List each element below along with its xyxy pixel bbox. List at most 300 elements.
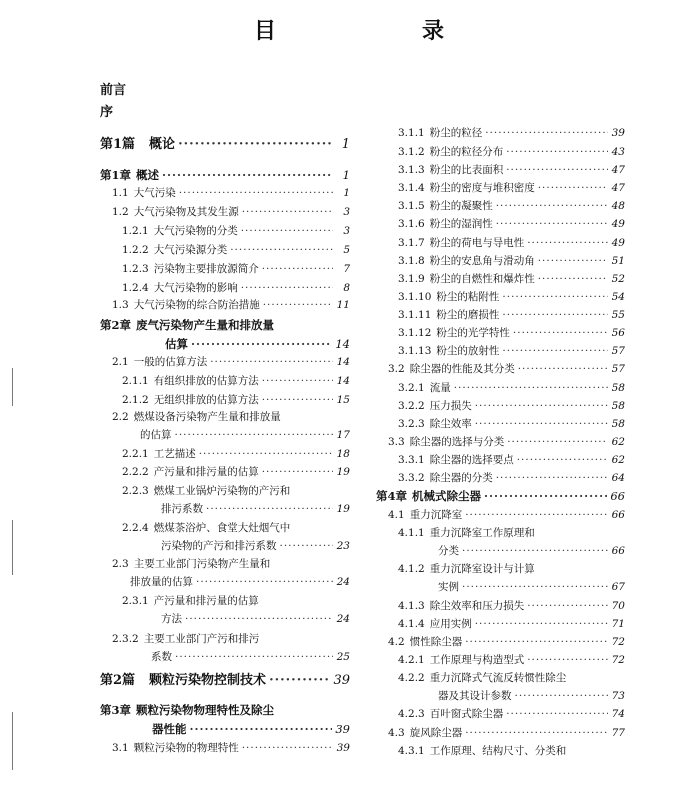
toc-page-number: 49	[611, 237, 625, 249]
toc-leader-dots	[175, 428, 334, 442]
toc-entry-title: 除尘器的选择要点	[429, 454, 514, 466]
toc-page-number: 39	[333, 673, 350, 688]
toc-entry	[100, 298, 350, 312]
toc-page-number: 77	[611, 727, 625, 739]
toc-entry-number: 4.2.2	[398, 672, 425, 684]
toc-entry	[100, 575, 350, 589]
toc-entry-number: 3.2	[388, 363, 405, 375]
toc-page-number: 66	[611, 509, 625, 521]
toc-page-number: 1	[342, 168, 350, 182]
toc-entry-number: 4.1.1	[398, 527, 425, 539]
toc-entry-number: 3.1.10	[398, 291, 432, 303]
toc-entry-title: 粉尘的安息角与滑动角	[429, 255, 535, 267]
toc-leader-dots	[242, 741, 333, 755]
toc-entry-title: 主要工业部门污染物产生量和	[133, 558, 271, 570]
toc-entry-title: 重力沉降式气流反转惯性除尘	[429, 672, 567, 684]
toc-entry-number: 第2篇	[100, 673, 136, 688]
toc-entry	[370, 381, 625, 395]
toc-leader-dots	[515, 689, 609, 703]
toc-leader-dots	[196, 575, 333, 589]
toc-leader-dots	[190, 722, 333, 736]
toc-page-number: 66	[610, 489, 625, 503]
toc-leader-dots	[518, 362, 608, 376]
toc-entry-number: 3.1.5	[398, 200, 425, 212]
toc-entry	[100, 262, 350, 276]
toc-leader-dots	[191, 337, 332, 351]
toc-entry-title: 无组织排放的估算方法	[153, 394, 259, 406]
toc-leader-dots	[475, 399, 608, 413]
toc-entry-number: 第1章	[100, 168, 132, 182]
toc-entry	[100, 243, 350, 257]
toc-page-number: 39	[336, 742, 350, 754]
toc-leader-dots	[506, 145, 608, 159]
toc-entry-title: 大气污染物的分类	[153, 225, 238, 237]
toc-entry-title: 排污系数	[161, 503, 203, 515]
toc-entry	[100, 281, 350, 295]
toc-entry-title: 粉尘的凝聚性	[429, 200, 493, 212]
toc-page-number: 55	[611, 309, 625, 321]
toc-entry	[100, 355, 350, 369]
toc-entry-number: 2.2.2	[122, 466, 149, 478]
toc-leader-dots	[175, 650, 333, 664]
toc-entry-title: 除尘器的分类	[429, 472, 493, 484]
toc-entry-number: 3.2.2	[398, 400, 425, 412]
toc-leader-dots	[241, 224, 333, 238]
toc-entry	[370, 145, 625, 159]
toc-entry-title: 分类	[438, 545, 459, 557]
toc-entry	[100, 612, 350, 626]
toc-entry-title: 颗粒污染物控制技术	[149, 673, 267, 688]
toc-entry	[100, 168, 350, 182]
toc-entry-number: 3.1.3	[398, 164, 425, 176]
toc-leader-dots	[454, 381, 608, 395]
toc-entry-title: 粉尘的粒径	[429, 127, 483, 139]
toc-page-number: 58	[611, 382, 625, 394]
toc-page-number: 66	[611, 545, 625, 557]
toc-entry	[370, 599, 625, 613]
toc-entry	[100, 337, 350, 351]
toc-leader-dots	[462, 580, 608, 594]
toc-entry	[100, 521, 350, 535]
toc-page-number: 67	[611, 581, 625, 593]
toc-entry-title: 概述	[136, 168, 160, 182]
toc-entry-title: 概论	[149, 137, 176, 152]
toc-page-number: 71	[611, 618, 625, 630]
toc-entry-number: 2.1.2	[122, 394, 149, 406]
toc-entry-title: 粉尘的比表面积	[429, 164, 504, 176]
toc-page-number: 73	[611, 690, 625, 702]
toc-entry	[100, 447, 350, 461]
toc-entry	[100, 594, 350, 608]
toc-entry-title: 机械式除尘器	[412, 489, 482, 503]
toc-page-number: 52	[611, 273, 625, 285]
toc-leader-dots	[538, 272, 608, 286]
toc-entry	[370, 344, 625, 358]
toc-entry-number: 3.3.1	[398, 454, 425, 466]
toc-entry	[100, 410, 350, 424]
toc-leader-dots	[262, 465, 333, 479]
toc-entry	[370, 435, 625, 449]
toc-page-number: 54	[611, 291, 625, 303]
toc-entry	[100, 465, 350, 479]
toc-page-number: 11	[336, 299, 350, 311]
toc-leader-dots	[462, 544, 608, 558]
toc-entry-title: 重力沉降室设计与计算	[429, 563, 535, 575]
toc-entry-number: 3.2.1	[398, 382, 425, 394]
toc-entry-title: 燃煤设备污染物产生量和排放量	[133, 411, 281, 423]
toc-leader-dots	[502, 344, 608, 358]
toc-entry	[370, 326, 625, 340]
toc-entry	[370, 508, 625, 522]
toc-entry-title: 重力沉降室工作原理和	[429, 527, 535, 539]
toc-entry	[370, 471, 625, 485]
toc-entry-number: 4.3	[388, 727, 405, 739]
toc-entry	[100, 703, 350, 717]
toc-entry	[370, 417, 625, 431]
toc-entry-title: 粉尘的荷电与导电性	[429, 237, 525, 249]
toc-entry	[100, 741, 350, 755]
toc-entry-title: 大气污染	[133, 187, 176, 199]
toc-entry-title: 实例	[438, 581, 459, 593]
toc-entry-number: 2.2.3	[122, 485, 149, 497]
toc-entry-title: 的估算	[140, 429, 172, 441]
toc-page-number: 3	[343, 225, 350, 237]
toc-entry-title: 估算	[165, 337, 188, 351]
toc-entry-number: 1.2.2	[122, 244, 149, 256]
toc-entry-number: 第1篇	[100, 137, 136, 152]
toc-leader-dots	[465, 726, 608, 740]
toc-entry-title: 流量	[429, 382, 451, 394]
toc-entry-title: 工作原理、结构尺寸、分类和	[429, 745, 567, 757]
toc-leader-dots	[162, 168, 333, 182]
toc-entry-title: 应用实例	[429, 618, 472, 630]
toc-page-number: 8	[343, 282, 350, 294]
toc-entry	[100, 106, 350, 120]
toc-entry-number: 第3章	[100, 703, 132, 717]
toc-entry	[370, 689, 625, 703]
toc-entry-title: 粉尘的光学特性	[436, 327, 510, 339]
toc-entry-number: 4.1	[388, 509, 405, 521]
toc-entry-number: 2.2.1	[122, 448, 149, 460]
toc-entry-title: 大气污染源分类	[153, 244, 228, 256]
toc-leader-dots	[262, 262, 333, 276]
toc-entry	[370, 362, 625, 376]
toc-entry-number: 3.1.1	[398, 127, 425, 139]
toc-page-number: 64	[611, 472, 625, 484]
toc-entry	[370, 653, 625, 667]
toc-entry-title: 产污量和排污量的估算	[153, 595, 259, 607]
toc-entry-title: 方法	[161, 613, 182, 625]
toc-entry-number: 4.2.1	[398, 654, 425, 666]
toc-page-number: 57	[611, 345, 625, 357]
toc-leader-dots	[527, 653, 608, 667]
toc-leader-dots	[502, 308, 608, 322]
toc-leader-dots	[484, 489, 607, 503]
toc-entry-number: 3.1.2	[398, 146, 425, 158]
toc-entry	[370, 163, 625, 177]
toc-leader-dots	[475, 417, 608, 431]
toc-entry-number: 3.1.4	[398, 182, 425, 194]
toc-entry-number: 3.2.3	[398, 418, 425, 430]
toc-entry-title: 除尘效率和压力损失	[429, 600, 525, 612]
toc-entry	[100, 484, 350, 498]
scan-margin-line	[12, 368, 13, 406]
toc-entry-title: 主要工业部门产污和排污	[143, 633, 260, 645]
toc-entry	[100, 428, 350, 442]
toc-entry-title: 大气污染物的影响	[153, 282, 238, 294]
toc-entry-number: 3.3	[388, 436, 405, 448]
toc-entry-title: 粉尘的密度与堆积密度	[429, 182, 535, 194]
toc-entry	[100, 393, 350, 407]
toc-leader-dots	[262, 393, 333, 407]
toc-entry	[370, 544, 625, 558]
toc-leader-dots	[269, 674, 330, 688]
toc-entry	[100, 205, 350, 219]
toc-entry	[370, 453, 625, 467]
toc-leader-dots	[179, 186, 333, 200]
toc-entry-number: 1.2.3	[122, 263, 149, 275]
toc-entry	[100, 186, 350, 200]
toc-entry-title: 排放量的估算	[130, 576, 193, 588]
toc-page-number: 7	[343, 263, 350, 275]
toc-entry-number: 2.2.4	[122, 522, 149, 534]
toc-leader-dots	[262, 374, 333, 388]
toc-entry	[100, 722, 350, 736]
toc-entry-number: 第2章	[100, 318, 132, 332]
toc-entry-number: 1.2.4	[122, 282, 149, 294]
toc-entry-title: 污染物的产污和排污系数	[161, 540, 277, 552]
toc-leader-dots	[263, 298, 333, 312]
toc-entry-title: 产污量和排污量的估算	[153, 466, 259, 478]
toc-entry	[370, 272, 625, 286]
toc-entry	[370, 181, 625, 195]
toc-entry	[100, 318, 350, 332]
toc-leader-dots	[538, 254, 608, 268]
toc-entry-title: 粉尘的磨损性	[436, 309, 500, 321]
toc-entry	[370, 290, 625, 304]
toc-entry-number: 4.1.3	[398, 600, 425, 612]
toc-entry	[370, 617, 625, 631]
toc-entry	[100, 539, 350, 553]
toc-entry	[370, 562, 625, 576]
toc-entry	[370, 635, 625, 649]
toc-entry-title: 系数	[151, 651, 172, 663]
toc-page-number: 23	[336, 540, 350, 552]
toc-entry	[100, 650, 350, 664]
toc-entry-number: 3.3.2	[398, 472, 425, 484]
toc-entry-number: 3.1.12	[398, 327, 432, 339]
toc-entry	[370, 236, 625, 250]
toc-page-number: 15	[336, 394, 350, 406]
toc-entry-number: 2.3	[112, 558, 129, 570]
toc-entry	[370, 126, 625, 140]
toc-page-number: 14	[335, 337, 350, 351]
toc-entry-title: 粉尘的湿润性	[429, 218, 493, 230]
toc-entry-number: 4.1.4	[398, 618, 425, 630]
toc-leader-dots	[527, 236, 608, 250]
toc-entry-title: 除尘器的选择与分类	[409, 436, 505, 448]
toc-page-number: 62	[611, 454, 625, 466]
toc-entry-number: 3.1.7	[398, 237, 425, 249]
toc-entry-number: 2.1	[112, 356, 129, 368]
toc-entry-title: 燃煤茶浴炉、食堂大灶烟气中	[153, 522, 291, 534]
toc-entry-title: 工艺描述	[153, 448, 196, 460]
toc-page-number: 1	[341, 137, 350, 152]
toc-entry-title: 大气污染物的综合防治措施	[133, 299, 260, 311]
toc-entry	[100, 557, 350, 571]
toc-entry-title: 一般的估算方法	[133, 356, 208, 368]
toc-leader-dots	[502, 290, 608, 304]
toc-entry-number: 2.3.2	[112, 633, 139, 645]
toc-page-number: 5	[343, 244, 350, 256]
toc-entry-number: 1.2.1	[122, 225, 149, 237]
toc-page-number: 56	[611, 327, 625, 339]
toc-leader-dots	[517, 453, 608, 467]
toc-leader-dots	[496, 199, 608, 213]
toc-entry-number: 3.1.8	[398, 255, 425, 267]
toc-page-number: 19	[336, 503, 350, 515]
scan-margin-line	[12, 520, 13, 575]
toc-entry-number: 1.2	[112, 206, 129, 218]
toc-leader-dots	[465, 635, 608, 649]
toc-entry	[100, 138, 350, 152]
toc-page-number: 14	[336, 356, 350, 368]
page-title: 目 录	[253, 18, 478, 44]
toc-entry-number: 2.1.1	[122, 375, 149, 387]
toc-page-number: 62	[611, 436, 625, 448]
toc-page-number: 58	[611, 400, 625, 412]
toc-leader-dots	[496, 217, 608, 231]
toc-entry-title: 粉尘的粘附性	[436, 291, 500, 303]
toc-leader-dots	[199, 447, 333, 461]
toc-leader-dots	[210, 355, 333, 369]
toc-page-number: 47	[611, 182, 625, 194]
toc-entry	[370, 671, 625, 685]
toc-page-number: 14	[336, 375, 350, 387]
toc-leader-dots	[506, 707, 608, 721]
toc-page-number: 47	[611, 164, 625, 176]
toc-page-number: 49	[611, 218, 625, 230]
toc-entry	[370, 308, 625, 322]
toc-page-number: 24	[336, 613, 350, 625]
toc-page-number: 51	[611, 255, 625, 267]
toc-leader-dots	[206, 502, 333, 516]
toc-entry-number: 3.1.6	[398, 218, 425, 230]
toc-entry-title: 除尘器的性能及其分类	[409, 363, 515, 375]
toc-entry-title: 粉尘的放射性	[436, 345, 500, 357]
toc-entry-title: 废气污染物产生量和排放量	[136, 318, 275, 332]
toc-entry	[100, 674, 350, 688]
toc-leader-dots	[506, 163, 608, 177]
toc-page-number: 39	[611, 127, 625, 139]
toc-entry	[100, 632, 350, 646]
toc-leader-dots	[513, 326, 608, 340]
toc-entry-number: 3.1.11	[398, 309, 432, 321]
toc-entry-number: 4.1.2	[398, 563, 425, 575]
toc-entry-title: 污染物主要排放源简介	[153, 263, 259, 275]
toc-leader-dots	[507, 435, 608, 449]
toc-page-number: 72	[611, 636, 625, 648]
toc-entry-title: 器及其设计参数	[438, 690, 512, 702]
toc-entry-number: 4.3.1	[398, 745, 425, 757]
toc-leader-dots	[241, 281, 333, 295]
toc-entry-title: 粉尘的粒径分布	[429, 146, 504, 158]
toc-leader-dots	[185, 612, 333, 626]
toc-page-number: 19	[336, 466, 350, 478]
scan-margin-line	[12, 712, 13, 770]
toc-entry-number: 3.1.9	[398, 273, 425, 285]
toc-entry-number: 4.2.3	[398, 708, 425, 720]
toc-page-number: 3	[343, 206, 350, 218]
toc-leader-dots	[178, 138, 333, 152]
toc-entry-number: 1.1	[112, 187, 129, 199]
toc-page-number: 1	[343, 187, 350, 199]
toc-entry	[370, 726, 625, 740]
toc-entry-title: 工作原理与构造型式	[429, 654, 525, 666]
toc-entry-number: 3.1.13	[398, 345, 432, 357]
toc-page-number: 17	[336, 429, 350, 441]
toc-entry-title: 有组织排放的估算方法	[153, 375, 259, 387]
toc-leader-dots	[475, 617, 608, 631]
toc-entry	[100, 502, 350, 516]
toc-entry-number: 2.3.1	[122, 595, 149, 607]
toc-leader-dots	[230, 243, 333, 257]
toc-page-number: 48	[611, 200, 625, 212]
toc-entry	[370, 580, 625, 594]
toc-page-number: 57	[611, 363, 625, 375]
toc-entry	[370, 199, 625, 213]
toc-page-number: 70	[611, 600, 625, 612]
toc-entry-title: 粉尘的自燃性和爆炸性	[429, 273, 535, 285]
toc-leader-dots	[527, 599, 608, 613]
toc-page-number: 39	[335, 722, 350, 736]
toc-leader-dots	[280, 539, 334, 553]
toc-entry	[370, 399, 625, 413]
toc-entry-title: 燃煤工业锅炉污染物的产污和	[153, 485, 291, 497]
toc-entry-title: 压力损失	[429, 400, 472, 412]
toc-page-number: 24	[336, 576, 350, 588]
toc-entry	[370, 744, 625, 758]
toc-entry-number: 第4章	[376, 489, 408, 503]
toc-entry-number: 1.3	[112, 299, 129, 311]
toc-entry-title: 重力沉降室	[409, 509, 463, 521]
toc-entry-title: 大气污染物及其发生源	[133, 206, 239, 218]
toc-page-number: 74	[611, 708, 625, 720]
toc-page-number: 43	[611, 146, 625, 158]
toc-entry	[100, 374, 350, 388]
toc-leader-dots	[485, 126, 608, 140]
toc-leader-dots	[465, 508, 608, 522]
toc-entry	[370, 526, 625, 540]
toc-entry-title: 颗粒污染物物理特性及除尘	[136, 703, 275, 717]
toc-page-number: 25	[336, 651, 350, 663]
toc-entry-title: 惯性除尘器	[409, 636, 463, 648]
toc-entry-number: 4.2	[388, 636, 405, 648]
toc-entry-title: 序	[100, 105, 114, 120]
toc-entry-title: 除尘效率	[429, 418, 472, 430]
toc-entry	[100, 84, 350, 98]
toc-entry-title: 旋风除尘器	[409, 727, 463, 739]
toc-entry	[370, 707, 625, 721]
toc-entry	[370, 489, 625, 503]
toc-entry-number: 2.2	[112, 411, 129, 423]
toc-entry	[370, 254, 625, 268]
toc-entry-title: 前言	[100, 83, 127, 98]
toc-leader-dots	[496, 471, 608, 485]
toc-page-number: 72	[611, 654, 625, 666]
toc-entry-title: 器性能	[152, 722, 187, 736]
toc-entry-title: 颗粒污染物的物理特性	[133, 742, 239, 754]
